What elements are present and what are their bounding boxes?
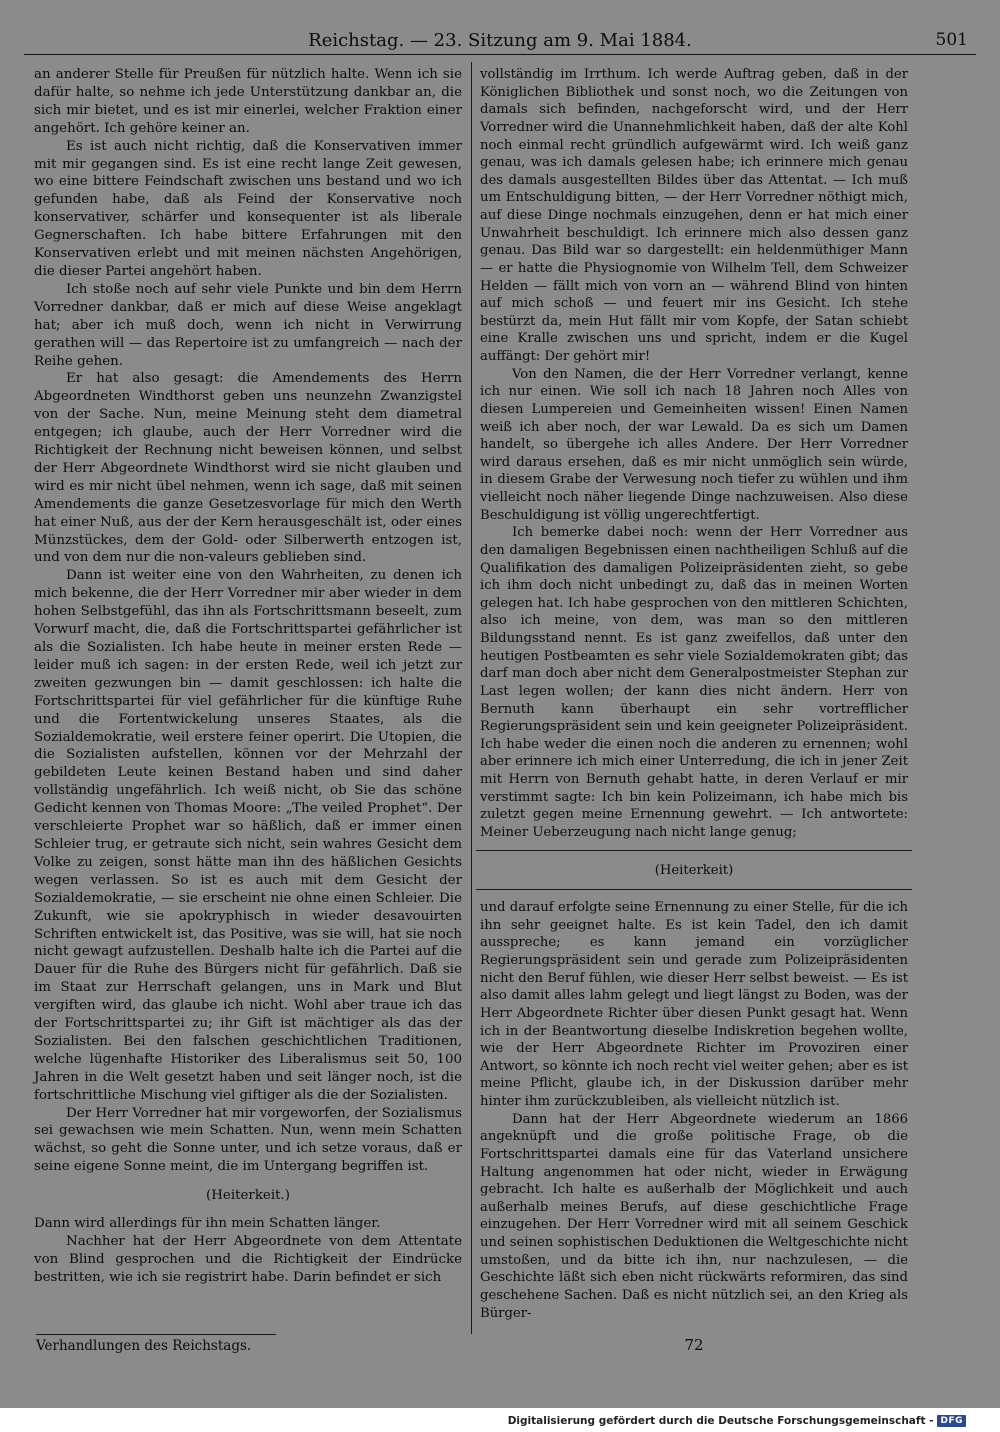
running-head-title: Reichstag. — 23. Sitzung am 9. Mai 1884. (308, 30, 692, 51)
paragraph: Von den Namen, die der Herr Vorredner verlangt, kenne ich nur einen. Wie soll ich nach 18 Jahren noch Alles von diesen Lumpereien und Gemeinheiten wissen! Einen Namen weiß ich aber noch, der war Lewald. Da es sich um Damen handelt, so übergehe ich alles Andere. Der Herr Vorredner wird daraus ersehen, daß es mir nicht unmöglich sein würde, in diesem Grabe der Verwesung noch tiefer zu wühlen und ihm vielleicht noch näher liegende Dinge nachzuweisen. Also diese Beschuldigung ist völlig ungerechtfertigt. (480, 366, 908, 523)
paragraph: Ich bemerke dabei noch: wenn der Herr Vorredner aus den damaligen Begebnissen einen nachtheiligen Schluß auf die Qualifikation des damaligen Polizeipräsidenten zieht, so gebe ich ihm doch nicht unbedingt zu, daß das in meinen Worten gelegen hat. Ich habe gesprochen von den mittleren Schichten, also ich meine, von dem, was man so den mittleren Bildungsstand nennt. Es ist ganz zweifellos, daß unter den heutigen Postbeamten es sehr viele Sozialdemokraten gibt; das darf man doch aber nicht dem Generalpostmeister Stephan zur Last legen wollen; der kann dies nicht ändern. Herr von Bernuth kann überhaupt ein sehr vortrefflicher Regierungspräsident sein und kein geeigneter Polizeipräsident. Ich habe weder die einen noch die anderen zu ernennen; wohl aber erinnere ich mich einer Unterredung, die ich in jener Zeit mit Herrn von Bernuth gehabt hatte, in deren Verlauf er mir verstimmt sagte: Ich bin kein Polizeimann, ich habe mich bis zuletzt gegen meine Ernennung gewehrt. — Ich antwortete: Meiner Ueberzeugung nach nicht lange genug; (480, 525, 908, 840)
right-column (480, 66, 908, 1322)
interjection: (Heiterkeit) (654, 862, 734, 878)
left-column (34, 66, 462, 1287)
paragraph: Er hat also gesagt: die Amendements des Herrn Abgeordneten Windthorst geben uns neunzehn Zwanzigstel von der Sache. Nun, meine Meinung steht dem diametral entgegen; ich glaube, auch der Herr Vorredner wird die Richtigkeit der Rechnung nicht beweisen können, und selbst der Herr Abgeordnete Windthorst wird sie nicht glauben und wird es mir nicht übel nehmen, wenn ich sage, daß mit seinen Amendements die ganze Gesetzesvorlage für mich den Werth hat einer Nuß, aus der der Kern herausgeschält ist, oder eines Münzstückes, dem der Gold- oder Silberwerth entzogen ist, und von dem nur die non-valeurs geblieben sind. (34, 371, 462, 566)
separator-rule (476, 850, 912, 851)
footer-source: Verhandlungen des Reichstags. (36, 1334, 276, 1354)
dfg-logo-icon: DFG (937, 1415, 966, 1427)
paragraph: Nachher hat der Herr Abgeordnete von dem Attentate von Blind gesprochen und die Richtigkeit der Eindrücke bestritten, wie ich sie registrirt habe. Darin befindet er sich (34, 1234, 462, 1285)
column-divider (471, 62, 472, 1334)
paragraph: Ich stoße noch auf sehr viele Punkte und bin dem Herrn Vorredner dankbar, daß er mich auf diese Weise angeklagt hat; aber ich muß doch, wenn ich nicht in Verwirrung gerathen will — das Repertoire ist zu umfangreich — nach der Reihe gehen. (34, 281, 462, 369)
page-number: 501 (935, 30, 968, 50)
credit-text: Digitalisierung gefördert durch die Deutsche Forschungsgemeinschaft - (507, 1415, 934, 1427)
footer-signature: 72 (684, 1336, 704, 1354)
paragraph: und darauf erfolgte seine Ernennung zu einer Stelle, für die ich ihn sehr geeignet halte. Es ist kein Tadel, den ich damit ausspreche; es kann jemand ein vorzüglicher Regierungspräsident sein und gerade zum Polizeipräsidenten nicht den Beruf fühlen, wie dieser Herr selbst beweist. — Es ist also damit alles lahm gelegt und liegt längst zu Boden, was der Herr Abgeordnete Richter über diesen Punkt gesagt hat. Wenn ich in der Beantwortung dieselbe Indiskretion begehen wollte, wie der Herr Abgeordnete Richter im Provoziren einer Antwort, so könnte ich noch recht viel weiter gehen; aber es ist meine Pflicht, glaube ich, in der Diskussion darüber mehr hinter ihm zurückzubleiben, als vielleicht nützlich ist. (480, 900, 908, 1109)
interjection: (Heiterkeit.) (206, 1188, 290, 1204)
running-head (24, 28, 976, 55)
paragraph: vollständig im Irrthum. Ich werde Auftrag geben, daß in der Königlichen Bibliothek und sonst noch, wo die Zeitungen von damals sich befinden, nachgeforscht wird, und der Herr Vorredner wird die Unannehmlichkeit haben, daß der alte Kohl noch einmal recht gründlich aufgewärmt wird. Ich weiß ganz genau, was ich damals gelesen habe; ich erinnere mich genau des damals ausgestellten Bildes über das Attentat. — Ich muß um Entschuldigung bitten, — der Herr Vorredner nöthigt mich, auf diese Dinge nochmals einzugehen, denn er hat mich einer Unwahrheit beschuldigt. Ich erinnere mich also dessen ganz genau. Das Bild war so dargestellt: ein heldenmüthiger Mann — er hatte die Physiognomie von Wilhelm Tell, dem Schweizer Helden — fällt mich von vorn an — während Blind von hinten auf mich schoß — und feuert mir ins Gesicht. Ich stehe bestürzt da, mein Hut fällt mir vom Kopfe, der Satan schiebt eine Kralle zwischen uns und spricht, indem er die Kugel auffängt: Der gehört mir! (480, 67, 908, 364)
paragraph: an anderer Stelle für Preußen für nützlich halte. Wenn ich sie dafür halte, so nehme ich jede Unterstützung dankbar an, die sich mir bietet, und es ist mir einerlei, welcher Fraktion einer angehört. Ich gehöre keiner an. (34, 67, 462, 136)
paragraph: Es ist auch nicht richtig, daß die Konservativen immer mit mir gegangen sind. Es ist eine recht lange Zeit gewesen, wo eine bittere Feindschaft zwischen uns bestand und wo ich gefunden habe, daß als Feind der Konservative noch konservativer, schärfer und konsequenter ist als liberale Gegnerschaften. Ich habe bittere Erfahrungen mit den Konservativen erlebt und mit meinen nächsten Angehörigen, die dieser Partei angehört haben. (34, 138, 462, 279)
paragraph: Dann hat der Herr Abgeordnete wiederum an 1866 angeknüpft und die große politische Frage, ob die Fortschrittspartei damals eine für das Vaterland unsichere Haltung angenommen hat oder nicht, wieder in Erwägung gebracht. Ich halte es außerhalb der Möglichkeit und auch außerhalb meines Berufs, auf diese geschichtliche Frage einzugehen. Der Herr Vorredner wird mit all seinem Geschick und seinen sophistischen Deduktionen die Weltgeschichte nicht umstoßen, und da bitte ich ihn, nur nachzulesen, — die Geschichte läßt sich eben nicht rückwärts reformiren, das sind geschehene Sachen. Daß es nicht nützlich sei, an den Krieg als Bürger- (480, 1111, 908, 1321)
separator-rule (476, 889, 912, 890)
digitization-credit (508, 1412, 966, 1430)
paragraph: Dann wird allerdings für ihn mein Schatten länger. (34, 1216, 381, 1232)
paragraph: Der Herr Vorredner hat mir vorgeworfen, der Sozialismus sei gewachsen wie mein Schatten. Nun, wenn mein Schatten wächst, so geht die Sonne unter, und ich setze voraus, daß er seine eigene Sonne meint, die im Untergang begriffen ist. (34, 1105, 462, 1175)
paragraph: Dann ist weiter eine von den Wahrheiten, zu denen ich mich bekenne, die der Herr Vorredner mir aber wieder in dem hohen Selbstgefühl, das ihn als Fortschrittsmann beseelt, zum Vorwurf macht, die, daß die Fortschrittspartei gefährlicher ist als die Sozialisten. Ich habe heute in meiner ersten Rede — leider muß ich sagen: in der ersten Rede, weil ich jetzt zur zweiten gezwungen bin — damit geschlossen: ich halte die Fortschrittspartei für viel gefährlicher für die künftige Ruhe und die Fortentwickelung unseres Staates, als die Sozialdemokratie, weil erstere feiner operirt. Die Utopien, die die Sozialisten aufstellen, können vor der Mehrzahl der gebildeten Leute keinen Bestand haben und sind daher vollständig ungefährlich. Ich weiß nicht, ob Sie das schöne Gedicht kennen von Thomas Moore: „The veiled Prophet“. Der verschleierte Prophet war so häßlich, daß er immer einen Schleier trug, er getraute sich nicht, sein wahres Gesicht dem Volke zu zeigen, sonst hätte man ihn des häßlichen Gesichts wegen verlassen. So ist es auch mit dem Gesicht der Sozialdemokratie, — sie erscheint nie ohne einen Schleier. Die Zukunft, wie sie apokryphisch in wieder desavouirten Schriften entwickelt ist, das Positive, was sie will, hat sie noch nicht gewagt aufzustellen. Deshalb halte ich die Partei auf die Dauer für die Ruhe des Bürgers nicht für gefährlich. Daß sie im Staat zur Herrschaft gelangen, uns in Mark und Blut vergiften wird, das glaube ich nicht. Wohl aber traue ich das der Fortschrittspartei zu; ihr Gift ist mächtiger als das der Sozialisten. Bei den falschen geschichtlichen Traditionen, welche lügenhafte Historiker des Liberalismus seit 50, 100 Jahren in die Welt gesetzt haben und seit länger noch, ist die fortschrittliche Mischung viel giftiger als die der Sozialisten. (34, 568, 462, 1103)
